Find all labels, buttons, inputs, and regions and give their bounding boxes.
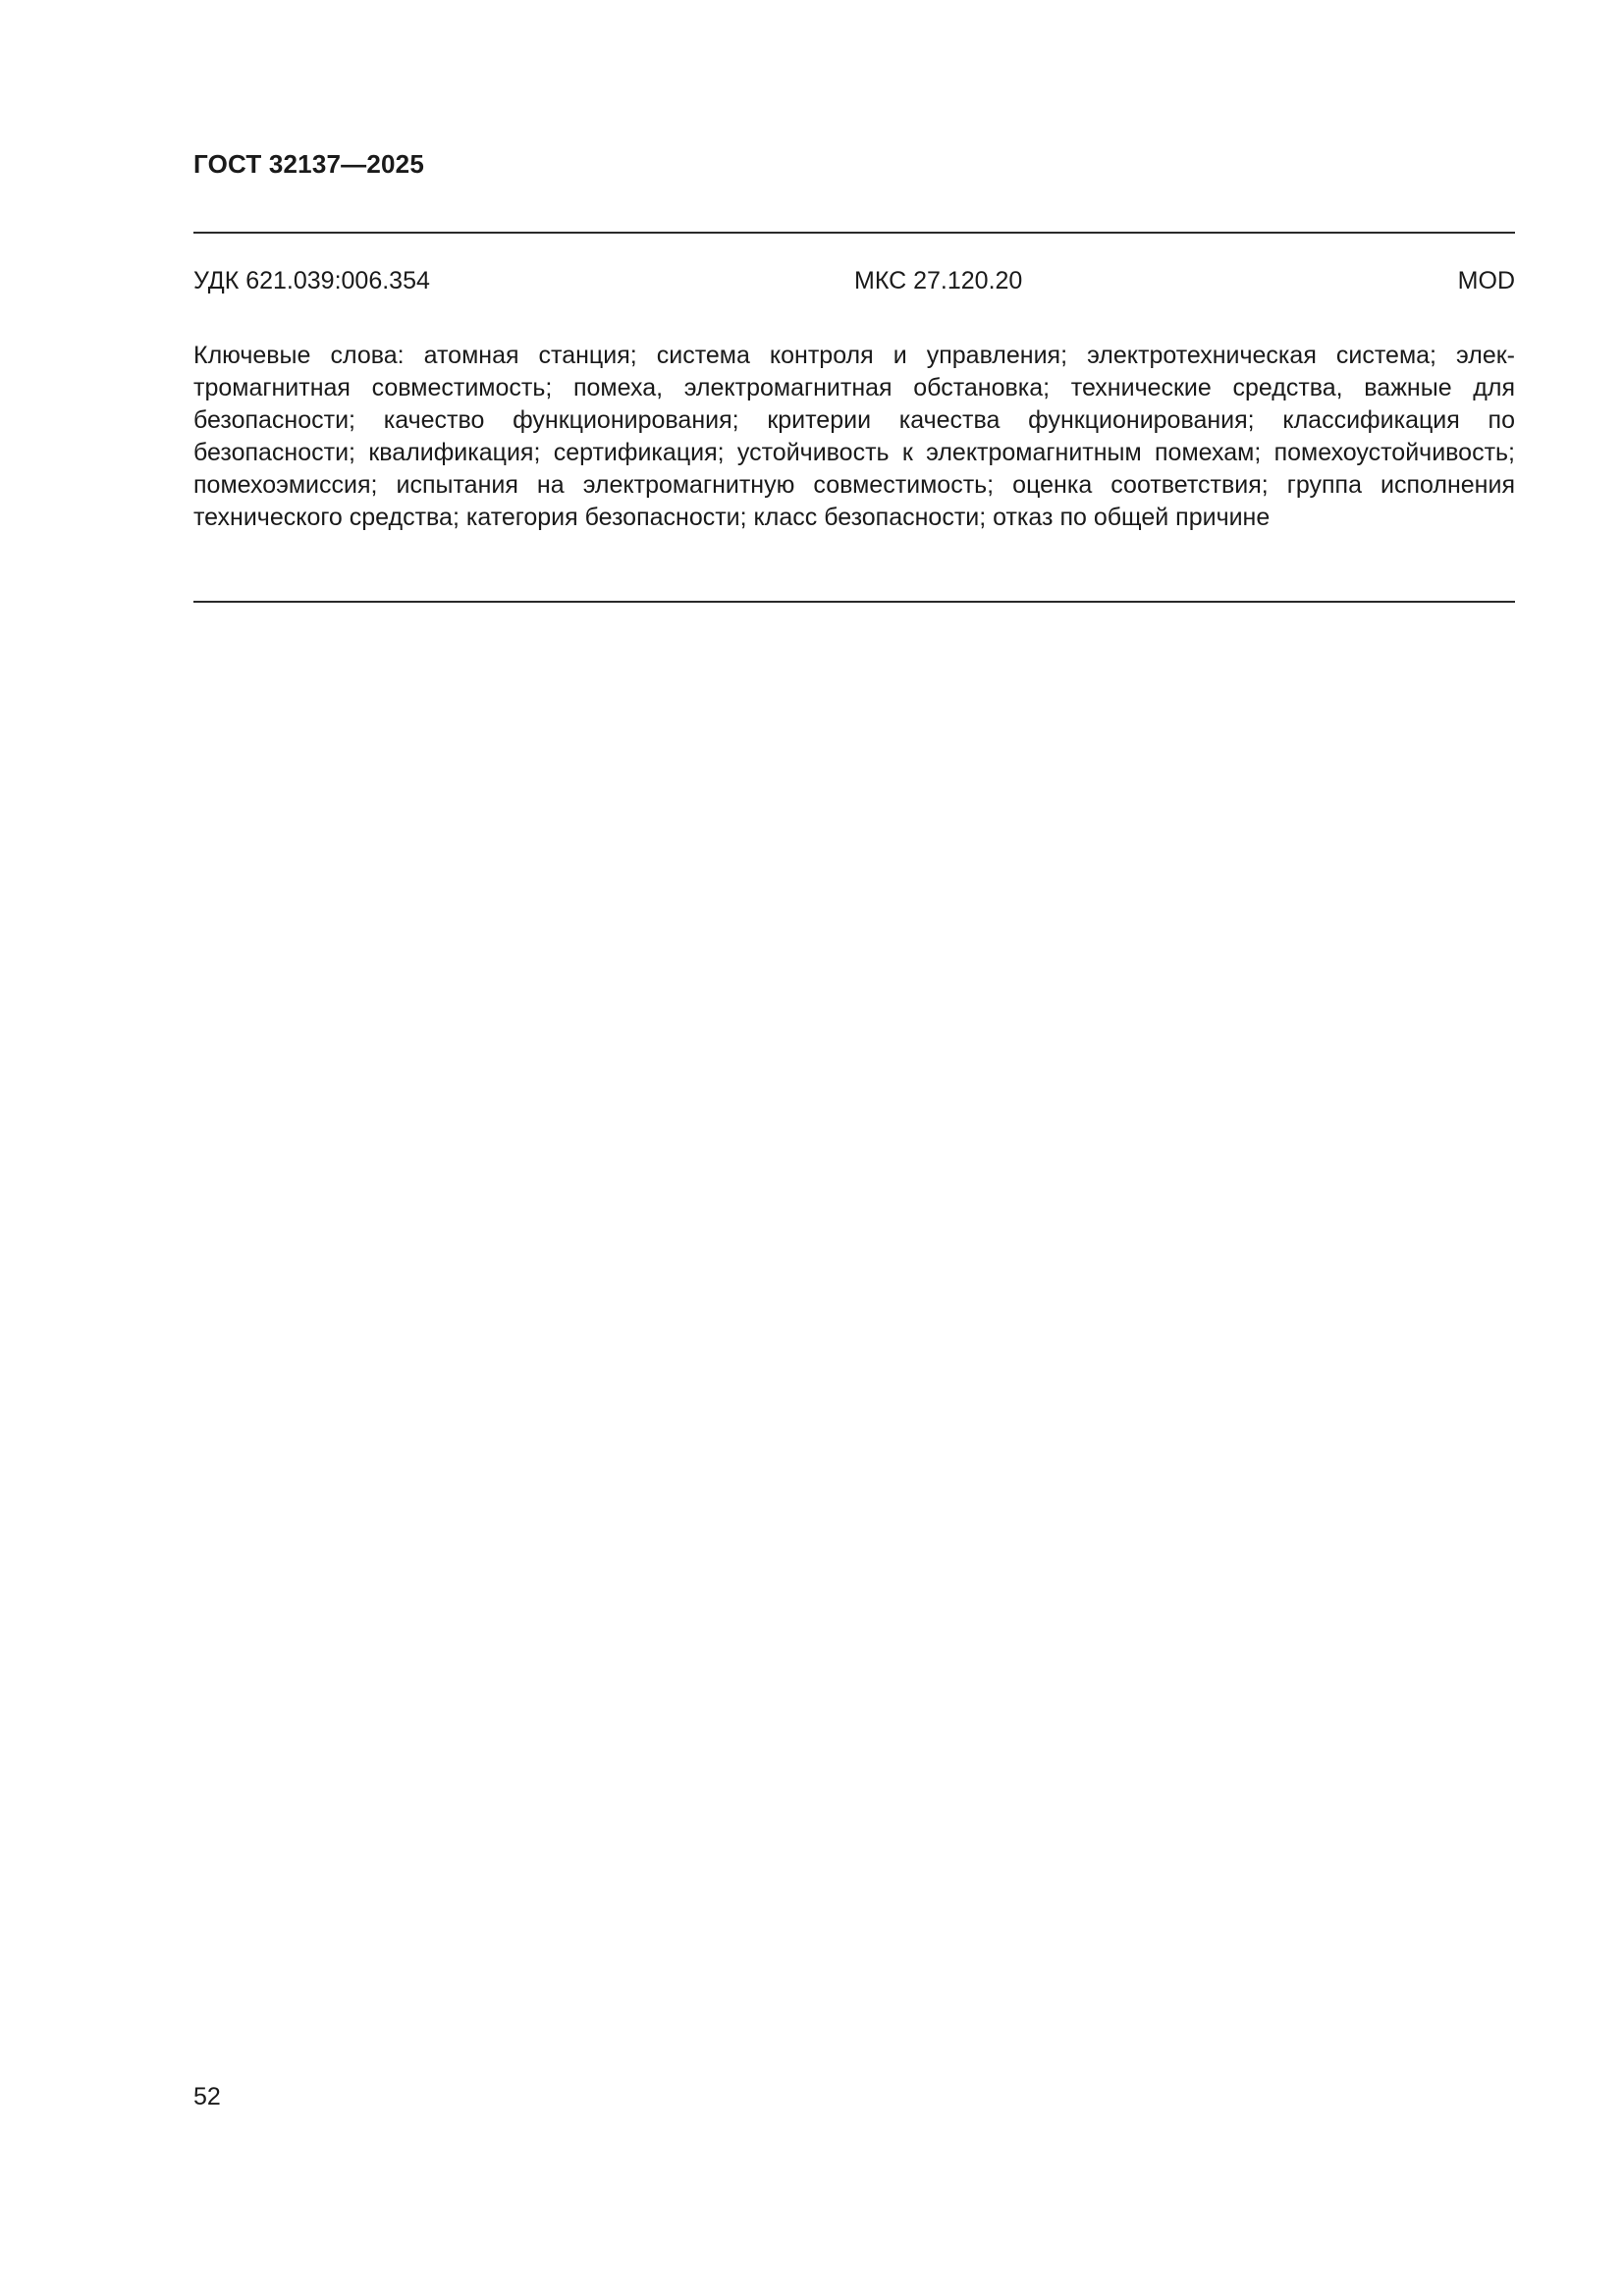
classification-codes bbox=[193, 267, 1515, 298]
udk-code: УДК 621.039:006.354 bbox=[193, 267, 430, 294]
top-divider bbox=[193, 232, 1515, 234]
mod-marker: MOD bbox=[1457, 267, 1515, 294]
mks-code: МКС 27.120.20 bbox=[854, 267, 1023, 294]
standard-designation: ГОСТ 32137—2025 bbox=[193, 149, 424, 179]
page-number: 52 bbox=[193, 2083, 221, 2110]
bottom-divider bbox=[193, 601, 1515, 603]
keywords-paragraph: Ключевые слова: атомная станция; система контроля и управления; электротехническая система; электромагнитная совместимость; помеха, электромагнитная обстановка; технические средства, важные для безопасности; качество функционирования; критерии качества функционирования; классификация по безопасности; квалификация; сертификация; устойчивость к электромагнитным помехам; помехоустойчивость; помехоэмиссия; испытания на электромагнитную совместимость; оценка соответствия; группа исполнения технического средства; категория безопасности; класс безопасности; отказ по общей причине bbox=[193, 342, 1515, 531]
